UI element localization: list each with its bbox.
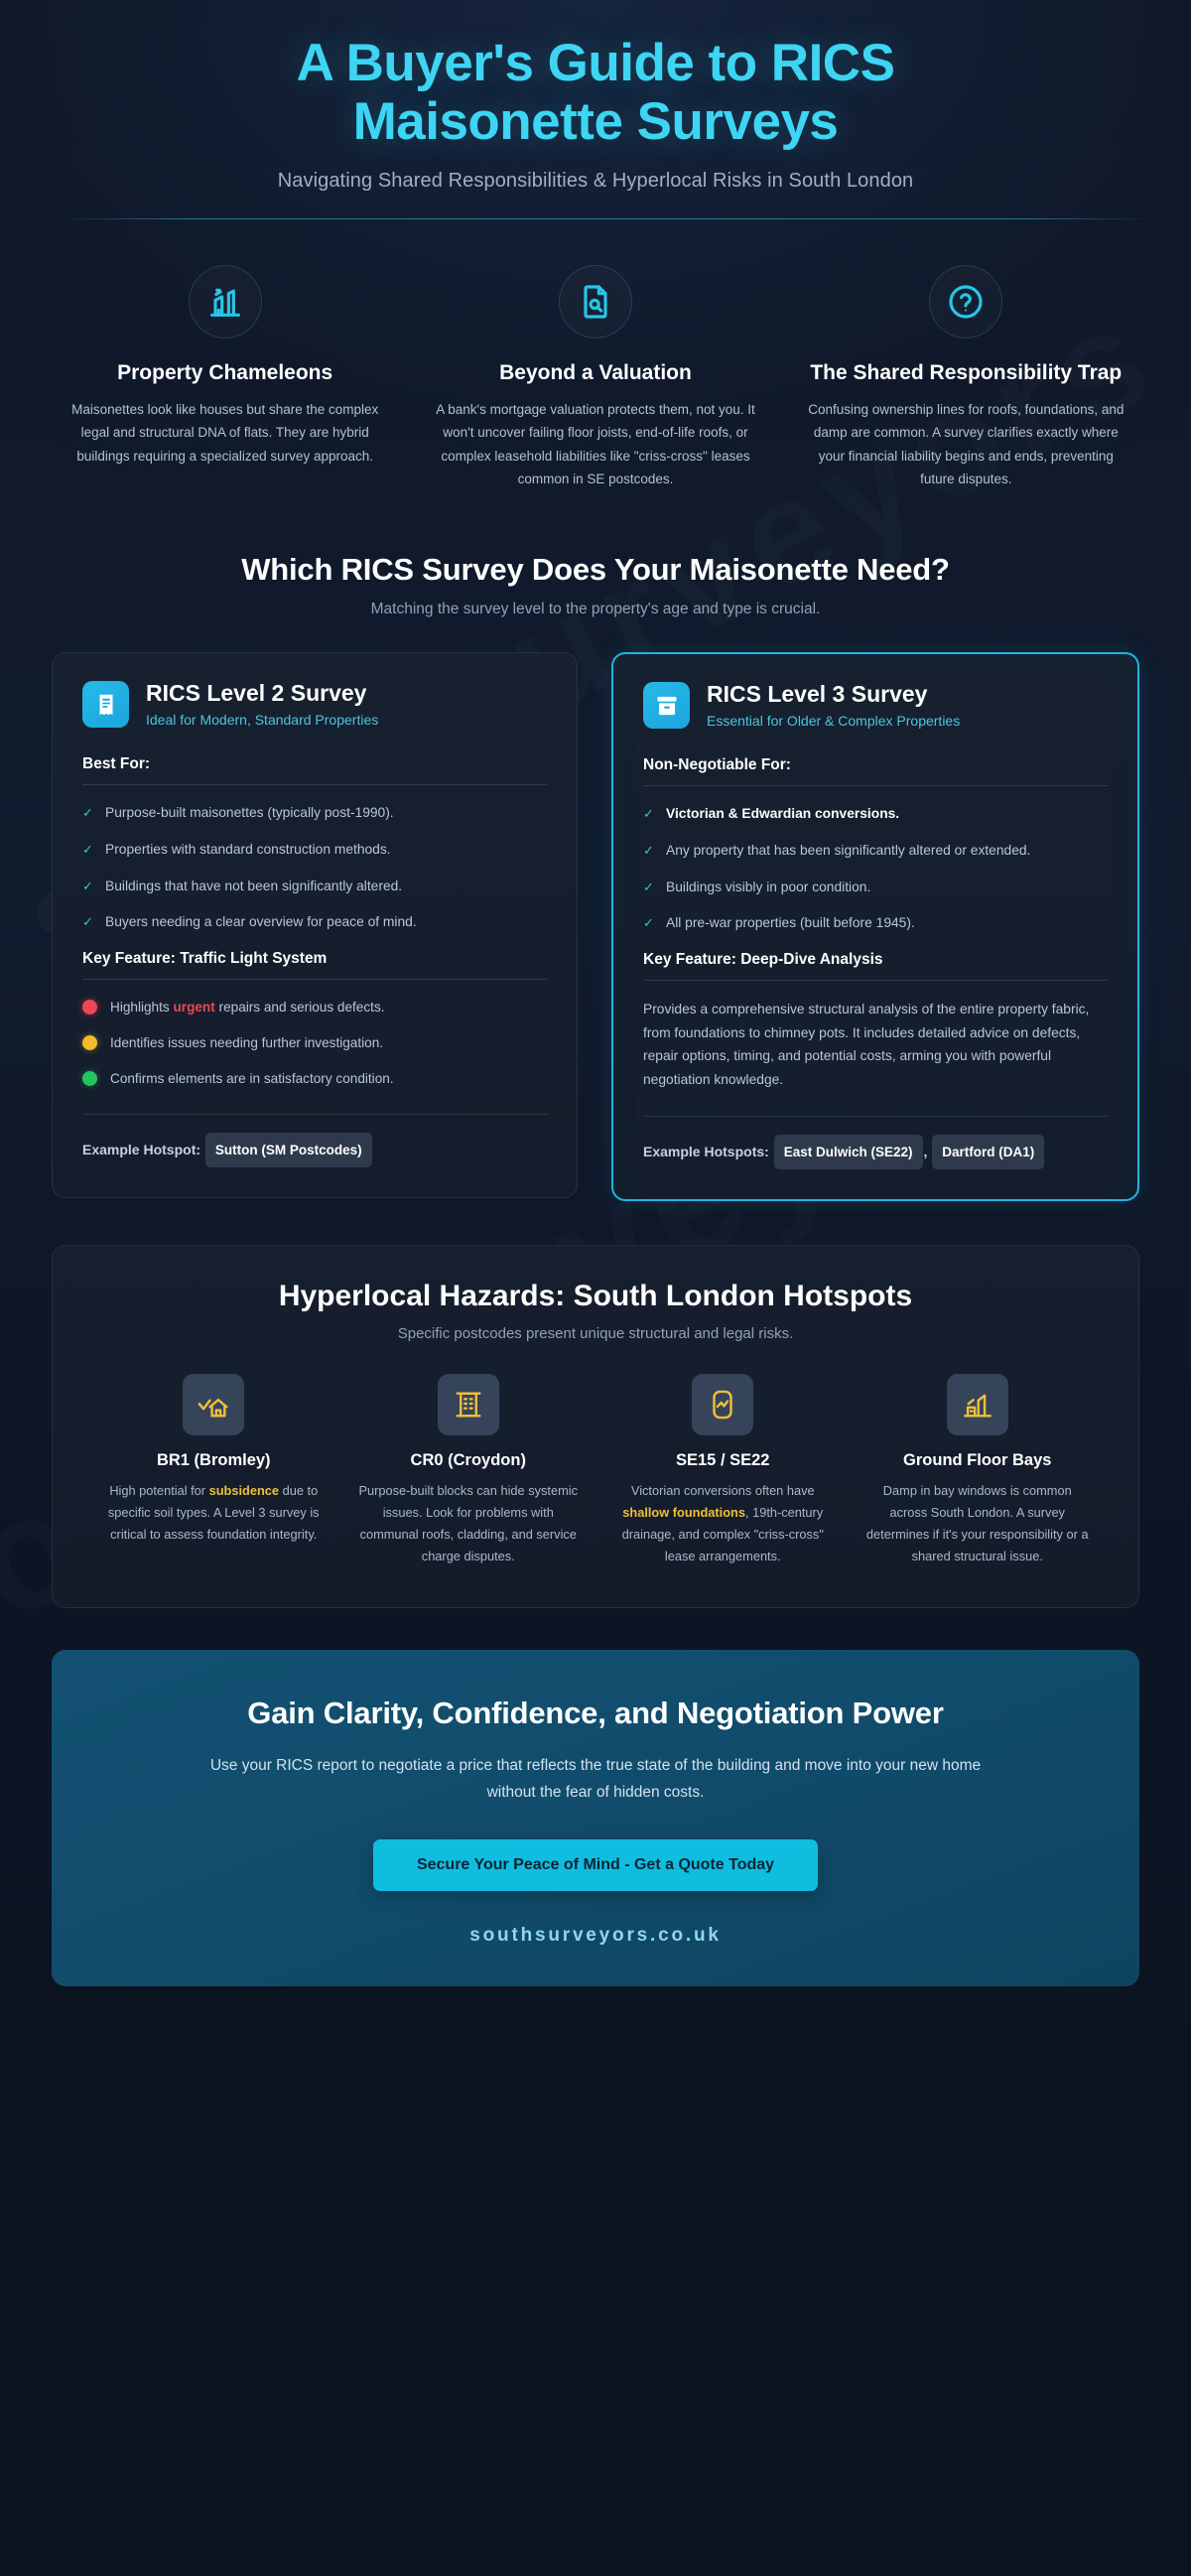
hotspot-separator: , (923, 1143, 928, 1159)
survey-card-title: RICS Level 2 Survey (146, 680, 367, 707)
list-item-text (110, 997, 385, 1018)
chameleon-building-icon (189, 265, 262, 339)
example-hotspot-label: Example Hotspot: (82, 1142, 201, 1158)
text-emphasis: urgent (173, 1000, 215, 1016)
hazards-heading: Hyperlocal Hazards: South London Hotspots (278, 1279, 913, 1312)
document-search-icon (559, 265, 632, 339)
check-icon: ✓ (82, 914, 93, 930)
divider (643, 980, 1108, 981)
survey-card-level-3 (611, 652, 1139, 1201)
hazards-section (0, 1201, 1191, 1608)
hazard-body: Damp in bay windows is common across South London. A survey determines if it's your responsibility or a shared structural issue. (865, 1482, 1089, 1563)
list-item-text: Purpose-built maisonettes (typically post-1990). (105, 805, 394, 821)
hazard-body (102, 1480, 326, 1546)
hazards-subheading: Specific postcodes present unique structural and legal risks. (397, 1324, 794, 1342)
list-item (643, 840, 1108, 863)
list-item (643, 803, 1108, 826)
apartment-block-icon (438, 1374, 499, 1435)
divider (82, 784, 547, 785)
divider (643, 1116, 1108, 1117)
survey-section-heading: Which RICS Survey Does Your Maisonette Need? (241, 552, 950, 588)
text-pre: Victorian conversions often have (630, 1482, 815, 1498)
list-item-text: Buyers needing a clear overview for peace of mind. (105, 914, 417, 930)
survey-card-title: RICS Level 3 Survey (707, 681, 928, 708)
survey-section-header (0, 510, 1191, 618)
cta-body: Use your RICS report to negotiate a price that reflects the true state of the building and move into your new home without the fear of hidden costs. (209, 1756, 982, 1801)
list-item (82, 997, 547, 1018)
traffic-light-green-icon (82, 1071, 97, 1086)
list-item-text: Victorian & Edwardian conversions. (666, 806, 900, 822)
cta-heading: Gain Clarity, Confidence, and Negotiation Power (247, 1695, 944, 1730)
list-item-text: Buildings that have not been significantly altered. (105, 878, 403, 893)
survey-card-subtitle: Essential for Older & Complex Properties (707, 712, 961, 729)
list-item (82, 1032, 547, 1054)
hazard-title: CR0 (Croydon) (410, 1450, 526, 1469)
hotspot-badge: Dartford (DA1) (932, 1135, 1044, 1169)
best-for-list (82, 802, 547, 934)
list-item-text: Properties with standard construction methods. (105, 841, 391, 857)
hazard-title: Ground Floor Bays (903, 1450, 1052, 1469)
crack-line-icon (692, 1374, 753, 1435)
feature-title: The Shared Responsibility Trap (810, 360, 1123, 384)
survey-cards (0, 618, 1191, 1201)
house-check-icon (183, 1374, 244, 1435)
check-icon: ✓ (643, 915, 654, 931)
list-item-text: Buildings visibly in poor condition. (666, 879, 871, 894)
survey-section-subheading: Matching the survey level to the property's age and type is crucial. (370, 601, 821, 618)
divider (82, 979, 547, 980)
feature-body: A bank's mortgage valuation protects them, not you. It won't uncover failing floor joists, end-of-life roofs, or complex leasehold liabilities like "criss-cross" leases common in SE postcodes. (436, 402, 755, 486)
hazard-body (611, 1480, 835, 1567)
survey-card-level-2 (52, 652, 578, 1198)
text-pre: Highlights (110, 1000, 174, 1016)
hazard-card-se15-se22 (596, 1374, 851, 1567)
text-post: , 19th-century drainage, and complex "criss-cross" lease arrangements. (621, 1504, 824, 1563)
bay-window-icon (947, 1374, 1008, 1435)
list-item (82, 911, 547, 934)
key-feature-label: Key Feature: Traffic Light System (82, 950, 328, 968)
text-emphasis: subsidence (208, 1482, 280, 1498)
question-mark-circle-icon (929, 265, 1002, 339)
traffic-light-red-icon (82, 1000, 97, 1015)
check-icon: ✓ (82, 878, 93, 893)
survey-card-titles (707, 682, 960, 729)
key-feature-label: Key Feature: Deep-Dive Analysis (643, 951, 883, 969)
survey-card-subtitle: Ideal for Modern, Standard Properties (146, 711, 379, 728)
survey-card-header (82, 681, 547, 728)
text-post: due to specific soil types. A Level 3 survey is critical to assess foundation integrity. (107, 1482, 320, 1542)
best-for-label: Best For: (82, 755, 151, 773)
hazard-card-ground-floor-bays (851, 1374, 1106, 1567)
divider (643, 785, 1108, 786)
hazard-card-br1-bromley (86, 1374, 341, 1567)
feature-card-shared-responsibility-trap (781, 265, 1151, 490)
example-hotspots-row (643, 1135, 1108, 1169)
list-item-text: Any property that has been significantly altered or extended. (666, 842, 1031, 858)
hazard-title: BR1 (Bromley) (156, 1450, 271, 1469)
traffic-light-list (82, 997, 547, 1090)
feature-title: Property Chameleons (117, 360, 333, 384)
page-title-line-1: A Buyer's Guide to RICS (296, 34, 895, 92)
list-item-text: Identifies issues needing further investigation. (110, 1035, 384, 1051)
list-item (82, 802, 547, 825)
page-subtitle: Navigating Shared Responsibilities & Hyperlocal Risks in South London (277, 169, 914, 192)
list-item (82, 1068, 547, 1090)
check-icon: ✓ (643, 806, 654, 822)
hotspot-badge: East Dulwich (SE22) (774, 1135, 923, 1169)
get-a-quote-button[interactable]: Secure Your Peace of Mind - Get a Quote Today (373, 1839, 818, 1891)
text-post: repairs and serious defects. (214, 1000, 385, 1016)
list-item (82, 876, 547, 898)
hazards-grid (86, 1374, 1105, 1567)
feature-body: Maisonettes look like houses but share the complex legal and structural DNA of flats. They are hybrid buildings requiring a specialized survey approach. (71, 402, 379, 464)
feature-card-property-chameleons (40, 265, 410, 490)
text-emphasis: shallow foundations (622, 1504, 745, 1520)
hazards-header (86, 1280, 1105, 1342)
non-negotiable-label: Non-Negotiable For: (643, 756, 791, 774)
page-title (60, 34, 1131, 152)
check-icon: ✓ (643, 842, 654, 858)
survey-card-titles (146, 681, 378, 728)
list-item (82, 839, 547, 862)
report-document-icon (82, 681, 129, 728)
hazards-panel (52, 1245, 1139, 1608)
feature-body: Confusing ownership lines for roofs, foundations, and damp are common. A survey clarifies exactly where your financial liability begins and ends, preventing future disputes. (808, 402, 1125, 486)
hotspot-badge: Sutton (SM Postcodes) (205, 1133, 372, 1167)
check-icon: ✓ (82, 805, 93, 821)
hazard-title: SE15 / SE22 (676, 1450, 770, 1469)
example-hotspot-row (82, 1133, 547, 1167)
text-pre: High potential for (109, 1482, 209, 1498)
cta-panel (52, 1650, 1139, 1986)
traffic-light-amber-icon (82, 1035, 97, 1050)
check-icon: ✓ (643, 879, 654, 894)
page-title-line-2: Maisonette Surveys (352, 92, 839, 152)
check-icon: ✓ (82, 841, 93, 857)
list-item (643, 912, 1108, 935)
hazard-body: Purpose-built blocks can hide systemic issues. Look for problems with communal roofs, cladding, and service charge disputes. (358, 1482, 578, 1563)
archive-box-icon (643, 682, 690, 729)
non-negotiable-list (643, 803, 1108, 935)
feature-title: Beyond a Valuation (499, 360, 692, 384)
list-item-text: Confirms elements are in satisfactory condition. (110, 1071, 394, 1087)
feature-card-beyond-a-valuation (410, 265, 780, 490)
hazard-card-cr0-croydon (341, 1374, 596, 1567)
divider (82, 1114, 547, 1115)
feature-trio (0, 219, 1191, 510)
deep-dive-body: Provides a comprehensive structural analysis of the entire property fabric, from foundations to chimney pots. It includes detailed advice on defects, repair options, timing, and potential costs, arming you with powerful negotiation knowledge. (643, 1002, 1090, 1088)
example-hotspots-label: Example Hotspots: (643, 1143, 769, 1159)
list-item (643, 877, 1108, 899)
cta-section (0, 1608, 1191, 2032)
hero-section (0, 0, 1191, 219)
website-link[interactable]: southsurveyors.co.uk (469, 1925, 722, 1947)
survey-card-header (643, 682, 1108, 729)
list-item-text: All pre-war properties (built before 1945). (666, 915, 915, 931)
